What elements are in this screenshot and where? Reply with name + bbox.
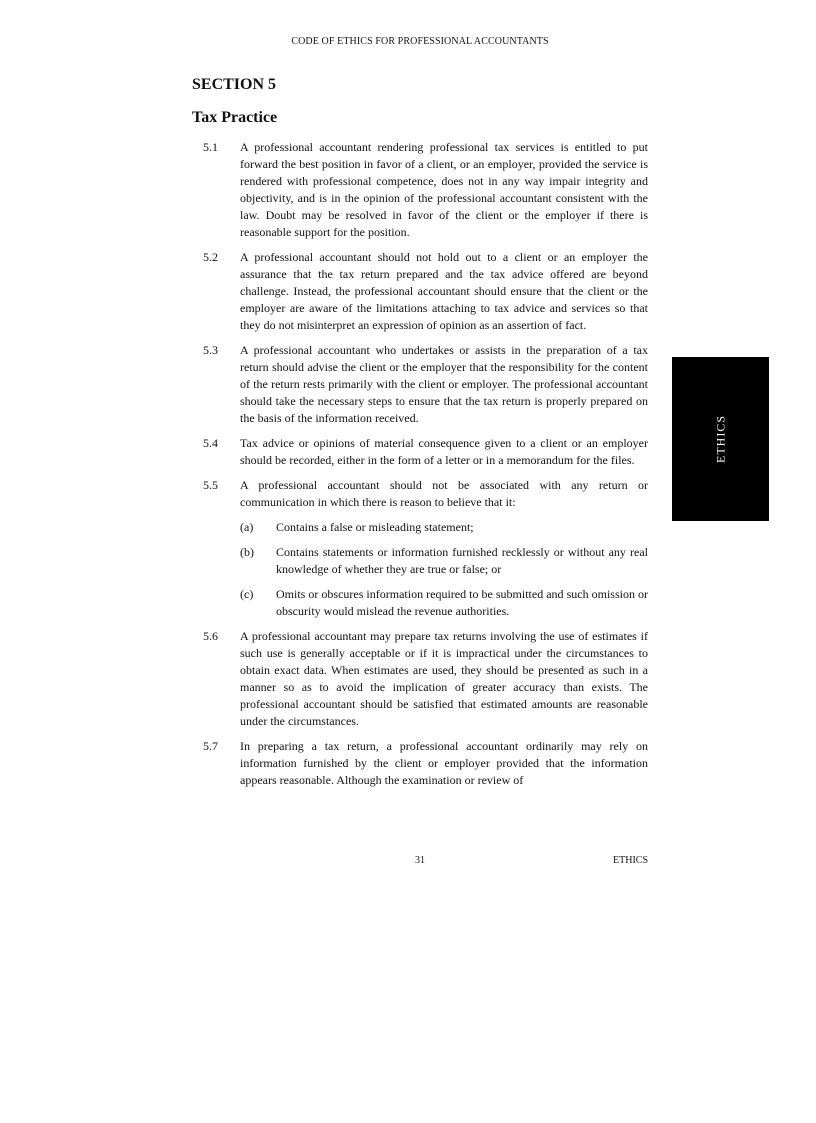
sub-item-text: Contains statements or information furnished recklessly or without any real knowledge of whether they are true or false; or: [276, 545, 648, 576]
paragraph-5-7: [192, 738, 648, 789]
sub-item-text: Contains a false or misleading statement;: [276, 520, 474, 534]
sub-item-label: (c): [240, 587, 254, 601]
sub-item-label: (b): [240, 545, 254, 559]
paragraph-5-1: [192, 139, 648, 241]
paragraph-5-6: [192, 628, 648, 730]
paragraph-text: A professional accountant should not be associated with any return or communication in which there is reason to believe that it:: [240, 478, 648, 509]
paragraph-5-2: [192, 249, 648, 334]
paragraph-number: 5.5: [203, 478, 218, 492]
sub-item-b: [240, 544, 648, 578]
paragraph-number: 5.6: [203, 629, 218, 643]
paragraph-number: 5.4: [203, 436, 218, 450]
paragraph-number: 5.3: [203, 343, 218, 357]
sub-item-c: [240, 586, 648, 620]
paragraph-text: A professional accountant rendering professional tax services is entitled to put forward the best position in favor of a client, or an employer, provided the service is rendered with professional competence, does not in any way impair integrity and objectivity, and is in the opinion of the professional accountant consistent with the law. Doubt may be resolved in favor of the client or the employer if there is reasonable support for the position.: [240, 140, 648, 239]
paragraph-5-4: [192, 435, 648, 469]
subsection-title: Tax Practice: [192, 109, 278, 126]
paragraph-number: 5.2: [203, 250, 218, 264]
document-body: [192, 139, 648, 797]
page-number: 31: [415, 855, 425, 866]
footer-label: ETHICS: [613, 855, 648, 866]
sub-item-label: (a): [240, 520, 254, 534]
paragraph-text: Tax advice or opinions of material consequence given to a client or an employer should be recorded, either in the form of a letter or in a memorandum for the files.: [240, 436, 648, 467]
paragraph-5-5: [192, 477, 648, 511]
sub-list-5-5: [240, 519, 648, 620]
paragraph-text: In preparing a tax return, a professional accountant ordinarily may rely on information furnished by the client or employer provided that the information appears reasonable. Although the examination or review of: [240, 739, 648, 787]
section-title: SECTION 5: [192, 76, 277, 93]
paragraph-number: 5.1: [203, 140, 218, 154]
paragraph-text: A professional accountant may prepare tax returns involving the use of estimates if such use is generally acceptable or if it is impractical under the circumstances to obtain exact data. When estimates are used, they should be presented as such in a manner so as to avoid the implication of greater accuracy than exists. The professional accountant should be satisfied that estimated amounts are reasonable under the circumstances.: [240, 629, 648, 728]
running-header: CODE OF ETHICS FOR PROFESSIONAL ACCOUNTANTS: [291, 36, 549, 47]
side-tab-label: ETHICS: [713, 415, 727, 463]
paragraph-5-3: [192, 342, 648, 427]
side-tab: [672, 357, 769, 521]
paragraph-number: 5.7: [203, 739, 218, 753]
sub-item-text: Omits or obscures information required to be submitted and such omission or obscurity would mislead the revenue authorities.: [276, 587, 648, 618]
paragraph-text: A professional accountant should not hold out to a client or an employer the assurance that the tax return prepared and the tax advice offered are beyond challenge. Instead, the professional accountant should ensure that the client or the employer are aware of the limitations attaching to tax advice and services so that they do not misinterpret an expression of opinion as an assertion of fact.: [240, 250, 648, 332]
paragraph-text: A professional accountant who undertakes or assists in the preparation of a tax return should advise the client or the employer that the responsibility for the content of the return rests primarily with the client or employer. The professional accountant should take the necessary steps to ensure that the tax return is properly prepared on the basis of the information received.: [240, 343, 648, 425]
sub-item-a: [240, 519, 648, 536]
